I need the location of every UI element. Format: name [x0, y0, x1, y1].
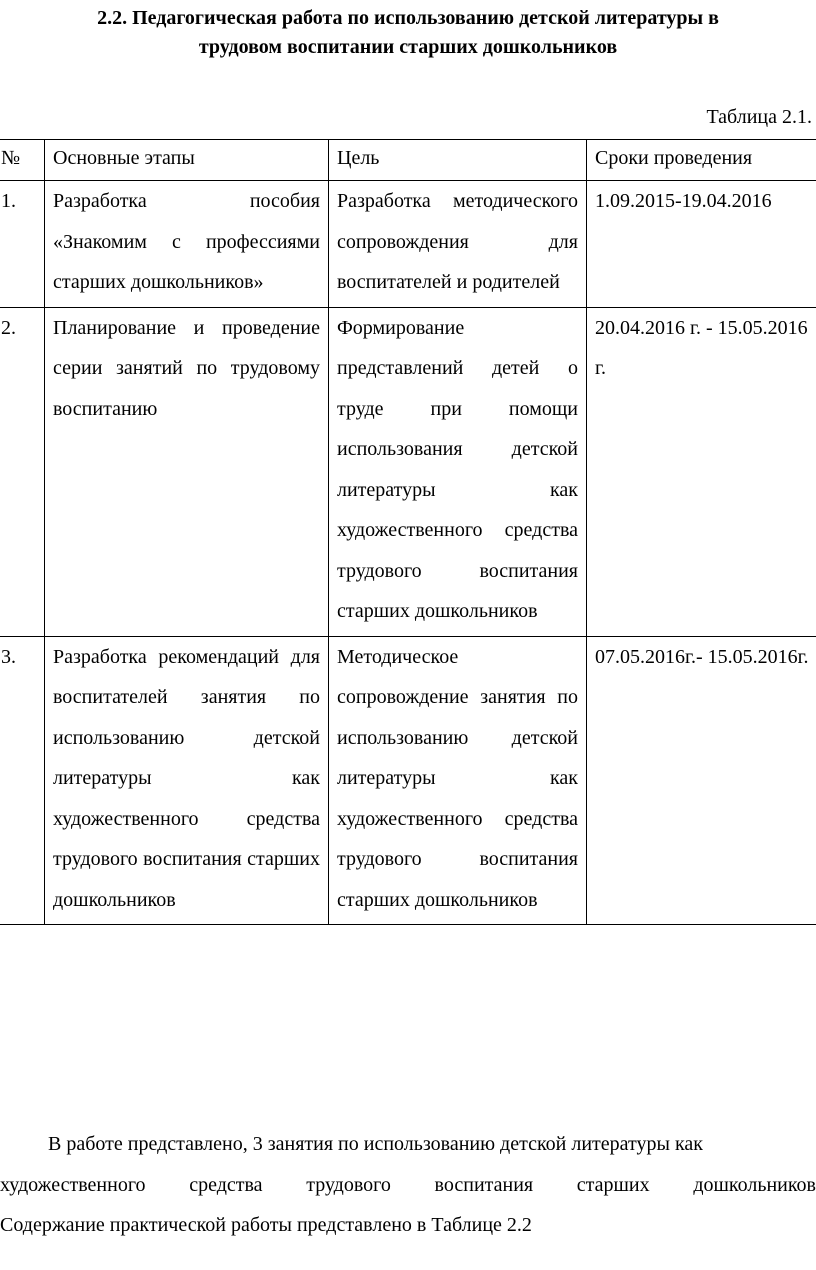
row-stage: Разработка рекомендаций для воспитателей занятия по использованию детской литературы как художественного средства трудового воспитания старших дошкольников — [45, 636, 329, 925]
row-dates: 20.04.2016 г. - 15.05.2016 г. — [587, 307, 816, 636]
row-goal: Разработка методического сопровождения для воспитателей и родителей — [329, 181, 587, 308]
paragraph-line-2: художественного средства трудового воспитания старших дошкольников — [0, 1173, 816, 1196]
paragraph-line-1: В работе представлено, 3 занятия по использованию детской литературы как — [48, 1133, 703, 1155]
header-stages: Основные этапы — [45, 140, 329, 181]
table-header-row — [0, 140, 816, 181]
header-goal: Цель — [329, 140, 587, 181]
section-heading-line-2: трудовом воспитании старших дошкольников — [198, 36, 618, 58]
row-number: 3. — [0, 636, 45, 925]
row-goal: Формирование представлений детей о труде при помощи использования детской литературы как художественного средства трудового воспитания старших дошкольников — [329, 307, 587, 636]
header-number: № — [0, 140, 45, 181]
row-number: 1. — [0, 181, 45, 308]
row-dates: 1.09.2015-19.04.2016 — [587, 181, 816, 308]
row-number: 2. — [0, 307, 45, 636]
body-paragraph — [0, 1124, 816, 1246]
row-stage: Разработка пособия «Знакомим с профессиями старших дошкольников» — [45, 181, 329, 308]
row-goal: Методическое сопровождение занятия по использованию детской литературы как художественного средства трудового воспитания старших дошкольников — [329, 636, 587, 925]
table-row — [0, 636, 816, 925]
section-heading — [0, 4, 816, 62]
row-dates: 07.05.2016г.- 15.05.2016г. — [587, 636, 816, 925]
table-row — [0, 181, 816, 308]
row-stage: Планирование и проведение серии занятий по трудовому воспитанию — [45, 307, 329, 636]
header-dates: Сроки проведения — [587, 140, 816, 181]
table-caption: Таблица 2.1. — [706, 106, 812, 128]
table-row — [0, 307, 816, 636]
section-heading-line-1: 2.2. Педагогическая работа по использованию детской литературы в — [97, 7, 719, 29]
paragraph-line-3: Содержание практической работы представлено в Таблице 2.2 — [0, 1214, 532, 1236]
stages-table — [0, 139, 816, 925]
